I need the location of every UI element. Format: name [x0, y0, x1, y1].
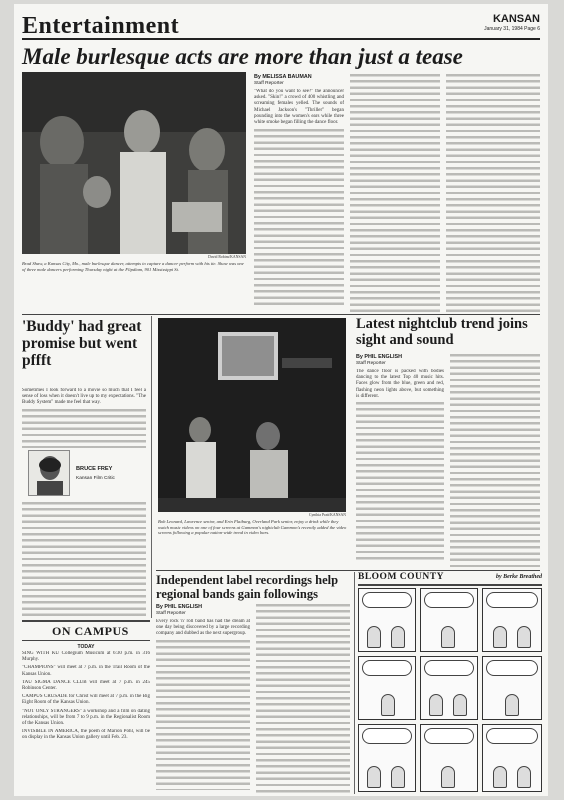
nightclub-col-1: [356, 354, 444, 568]
lead-story-col-1: [254, 74, 344, 312]
comic-author: by Berke Breathed: [496, 574, 542, 580]
comic-panel: [358, 656, 416, 720]
lead-story-body: [254, 129, 344, 309]
reviewer-role: Kansan Film Critic: [76, 476, 115, 481]
comic-panel: [482, 724, 542, 792]
nightclub-headline: Latest nightclub trend joins sight and sound: [356, 316, 528, 348]
divider: [156, 570, 540, 571]
buddy-body: [22, 409, 146, 448]
divider: [151, 316, 152, 618]
lead-headline: Male burlesque acts are more than just a tease: [22, 44, 463, 69]
lead-photo-caption: Brad Shaw, a Kansas City, Mo., male burlesque dancer, attempts to capture a dancer perform with his tie. Shaw was one of three male dancers performing Thursday night at the Flipdiam, 901 Mississippi St.: [22, 261, 244, 272]
buddy-lead-text: Sometimes I look forward to a movie so much that I feel a sense of loss when it doesn't live up to my expectations. "The Buddy System" made me feel that way.: [22, 388, 146, 406]
labels-headline: Independent label recordings help regional bands gain followings: [156, 573, 339, 601]
nightclub-photo-credit: Cynthia Pratt/KANSAN: [308, 513, 346, 517]
buddy-headline: 'Buddy' had great promise but went pffft: [22, 318, 142, 369]
labels-byline: By PHIL ENGLISH: [156, 604, 203, 610]
comic-panel: [482, 656, 542, 720]
labels-lead-text: Every rock 'n' roll band has had the dream at one day being discovered by a large recording company and dubbed as the next supergroup.: [156, 619, 250, 637]
lead-photo-image: [22, 72, 246, 254]
comic-panel: [420, 724, 478, 792]
campus-item: "NOT ONLY STRANGERS" a workshop and a film on dating relationships, will be from 7 to 9 p.m. in the Regionalist Room of the Kansas Union.: [22, 708, 150, 727]
masthead: [22, 12, 540, 40]
comic-panel: [420, 588, 478, 652]
nightclub-body-2: [450, 354, 540, 568]
divider: [22, 640, 150, 641]
paper-name: KANSAN: [492, 13, 540, 25]
nightclub-body: [356, 402, 444, 562]
buddy-body-lower: [22, 502, 146, 618]
nightclub-lead-text: The dance floor is packed with bodies dancing to the latest Top 40 music hits. Faces glow from the blue, green and red, flashing neon lights above, but something is different.: [356, 369, 444, 399]
lead-story-body-3: [446, 74, 540, 312]
lead-byline: By MELISSA BAUMAN: [254, 74, 312, 80]
campus-item: SING WITH KU Collegium Musicum at 6:30 p.m. in 316 Murphy.: [22, 651, 150, 663]
labels-byline-role: Staff Reporter: [156, 611, 186, 616]
comic-title: BLOOM COUNTY: [358, 572, 444, 582]
nightclub-photo-caption: Bob Leonard, Lawrence senior, and Erin Flaiburg, Overland Park senior, enjoy a drink while they watch music videos on one of four screens at Gammon's nightclub Gammon's recently added the video screens following a popular nation-wide trend in video bars.: [158, 519, 347, 536]
lead-story-text: "What do you want to see?" the announcer asked. "Skin!" a crowd of 400 whistling and screaming females yelled. The sounds of Michael Jackson's "Thriller" began pounding into the women's ears while three white smoke began filling the dance floor.: [254, 89, 344, 126]
campus-title: ON CAMPUS: [52, 624, 129, 638]
comic-panel: [482, 588, 542, 652]
labels-body: [156, 640, 250, 790]
section-title: Entertainment: [22, 13, 180, 39]
comic-panel: [358, 588, 416, 652]
lead-story-col-2: [350, 74, 440, 312]
dateline: January 31, 1984 Page 6: [484, 26, 540, 32]
divider: [22, 620, 150, 622]
nightclub-byline: By PHIL ENGLISH: [356, 354, 403, 360]
lead-story-body-2: [350, 74, 440, 312]
lead-byline-role: Staff Reporter: [254, 81, 284, 86]
labels-col-1: [156, 604, 250, 794]
divider: [354, 572, 355, 794]
nightclub-byline-role: Staff Reporter: [356, 361, 386, 366]
newspaper-page: [14, 4, 548, 796]
labels-body-2: [256, 604, 350, 794]
comic-panel: [358, 724, 416, 792]
nightclub-photo-image: [158, 318, 346, 512]
campus-day: TODAY: [77, 644, 95, 650]
divider: [22, 314, 540, 315]
labels-col-2: [256, 604, 350, 794]
nightclub-col-2: [450, 354, 540, 568]
comic-strip: [358, 572, 542, 794]
reviewer-photo: [28, 450, 70, 496]
campus-item: "CHAMPIONS" will meet at 7 p.m. in the Trail Room of the Kansas Union.: [22, 665, 150, 677]
lead-photo: [22, 72, 246, 254]
comic-panel: [420, 656, 478, 720]
campus-listings: [22, 644, 150, 794]
reviewer-portrait: [29, 451, 70, 496]
campus-item: INVISIBLE IN AMERICA, the poem of Marion Pohl, will be on display in the Kansas Union gallery until Feb. 23.: [22, 729, 150, 741]
buddy-text: [22, 388, 146, 448]
lead-story-col-3: [446, 74, 540, 312]
nightclub-photo: [158, 318, 346, 512]
buddy-body-lines: [22, 502, 146, 618]
campus-item: CAMPUS CRUSADE for Christ will meet at 7 p.m. in the Big Eight Room of the Kansas Union.: [22, 694, 150, 706]
lead-photo-credit: David Robins/KANSAN: [208, 255, 246, 259]
reviewer-name: BRUCE FREY: [76, 466, 113, 472]
campus-item: TAU SIGMA DANCE CLUB will meet at 7 p.m. in 245 Robinson Center.: [22, 679, 150, 692]
divider: [358, 584, 542, 586]
